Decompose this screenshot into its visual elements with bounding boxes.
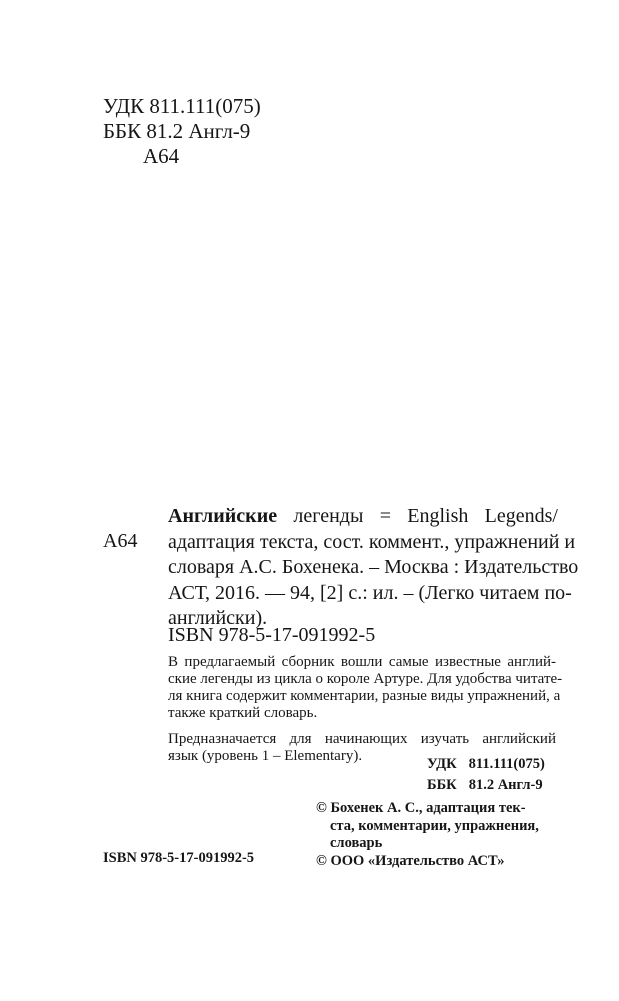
copyright-publisher: © ООО «Издательство АСТ»: [316, 852, 505, 869]
annotation-line: язык (уровень 1 – Elementary).: [168, 748, 363, 764]
udk-code: УДК 811.111(075): [103, 94, 261, 118]
biblio-line: словаря А.С. Бохенека. – Москва : Издательство: [168, 556, 579, 578]
copyright-block: [316, 800, 556, 870]
isbn-main: ISBN 978-5-17-091992-5: [168, 624, 376, 646]
isbn-small: ISBN 978-5-17-091992-5: [103, 850, 255, 866]
annotation: [168, 654, 563, 765]
copyright-author-line: © Бохенек А. С., адаптация тек-: [316, 800, 526, 816]
bibliographic-record: [168, 504, 579, 632]
biblio-line: Английские легенды = English Legends/: [168, 505, 558, 527]
udk-row: УДК 811.111(075): [427, 756, 545, 772]
biblio-title-bold: Английские: [168, 505, 278, 527]
author-sign-top: А64: [143, 144, 180, 168]
top-classification-codes: [103, 94, 261, 169]
biblio-line: АСТ, 2016. — 94, [2] с.: ил. – (Легко читаем по-: [168, 581, 572, 604]
copyright-author-line: словарь: [330, 835, 383, 851]
bbk-code: ББК 81.2 Англ-9: [103, 119, 251, 143]
annotation-line: ские легенды из цикла о короле Артуре. Для удобства читате-: [168, 671, 563, 687]
author-sign: А64: [103, 530, 138, 552]
annotation-line: Предназначается для начинающих изучать английский: [168, 731, 556, 747]
biblio-line: английски).: [168, 607, 268, 629]
copyright-author-line: ста, комментарии, упражнения,: [330, 817, 539, 834]
annotation-line: ля книга содержит комментарии, разные виды упражнений, а: [168, 688, 561, 704]
annotation-line: также краткий словарь.: [168, 705, 318, 721]
annotation-line: В предлагаемый сборник вошли самые известные англий-: [168, 654, 556, 670]
classification-codes-right: [427, 754, 545, 796]
bbk-row: ББК 81.2 Англ-9: [427, 777, 543, 793]
biblio-line: адаптация текста, сост. коммент., упражнений и: [168, 530, 576, 553]
